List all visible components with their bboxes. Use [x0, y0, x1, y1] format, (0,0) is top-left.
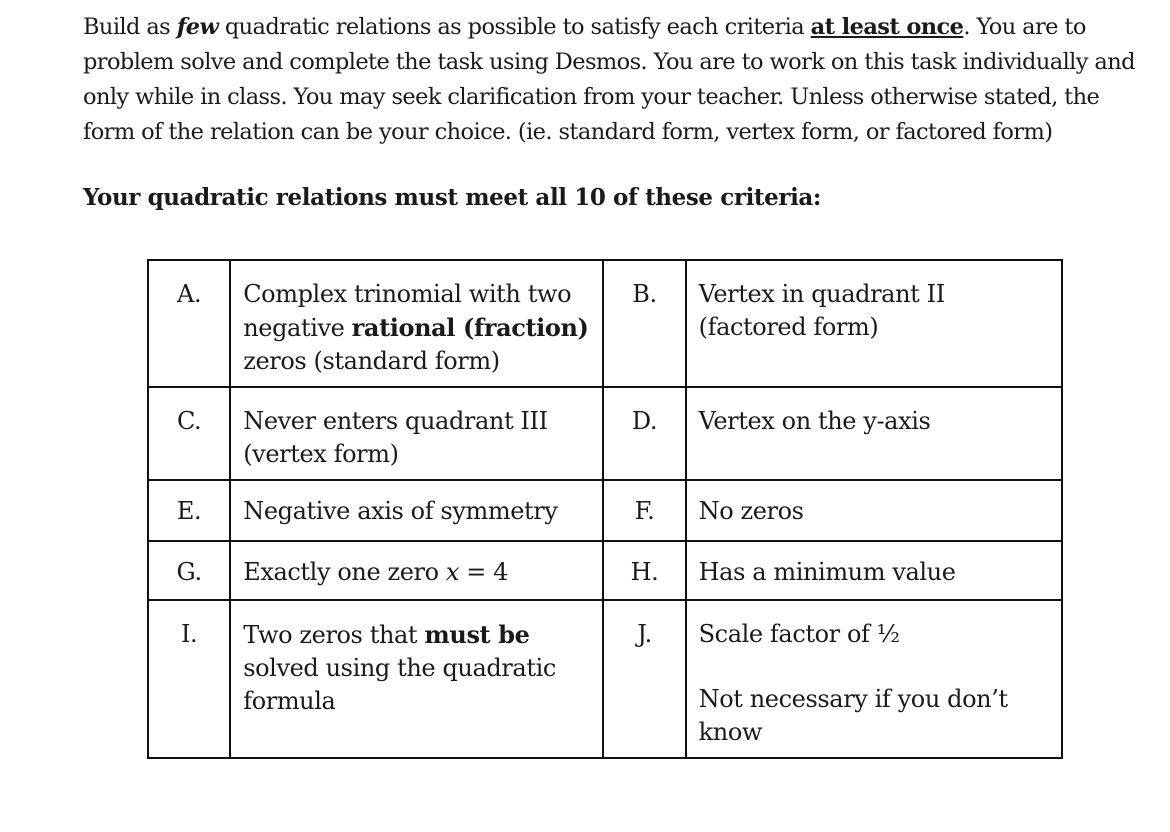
criterion-f-text: No zeros [686, 480, 1062, 541]
criterion-i-letter: I. [148, 600, 230, 758]
criterion-a-text: Complex trinomial with two negative rational (fraction) zeros (standard form) [230, 260, 603, 387]
emphasis-at-least-once: at least once [810, 14, 964, 40]
criterion-b-text: Vertex in quadrant II (factored form) [686, 260, 1062, 387]
criterion-j-letter: J. [603, 600, 685, 758]
criterion-d-text: Vertex on the y-axis [686, 387, 1062, 480]
criterion-i-text: Two zeros that must be solved using the quadratic formula [230, 600, 603, 758]
instructions-paragraph: Build as few quadratic relations as possible to satisfy each criteria at least once. You are to problem solve and complete the task using Desmos. You are to work on this task individually and only while in class. You may seek clarification from your teacher. Unless otherwise stated, the form of the relation can be your choice. (ie. standard form, vertex form, or factored form) [83, 14, 1135, 145]
criterion-j-text: Scale factor of ½ Not necessary if you don’t know [686, 600, 1062, 758]
table-row [148, 541, 1062, 600]
table-row [148, 387, 1062, 480]
criterion-c-letter: C. [148, 387, 230, 480]
emphasis-few: few [176, 14, 219, 40]
criteria-table [147, 259, 1063, 759]
criterion-d-letter: D. [603, 387, 685, 480]
criteria-heading: Your quadratic relations must meet all 10 of these criteria: [83, 184, 822, 211]
criterion-b-letter: B. [603, 260, 685, 387]
criterion-f-letter: F. [603, 480, 685, 541]
criterion-e-letter: E. [148, 480, 230, 541]
criterion-h-text: Has a minimum value [686, 541, 1062, 600]
criterion-g-text: Exactly one zero x = 4 [230, 541, 603, 600]
criterion-c-text: Never enters quadrant III (vertex form) [230, 387, 603, 480]
criterion-j-note: Not necessary if you don’t know [698, 685, 1008, 746]
table-row [148, 260, 1062, 387]
table-row [148, 480, 1062, 541]
criterion-g-letter: G. [148, 541, 230, 600]
criterion-a-letter: A. [148, 260, 230, 387]
criterion-h-letter: H. [603, 541, 685, 600]
criterion-e-text: Negative axis of symmetry [230, 480, 603, 541]
table-row [148, 600, 1062, 758]
